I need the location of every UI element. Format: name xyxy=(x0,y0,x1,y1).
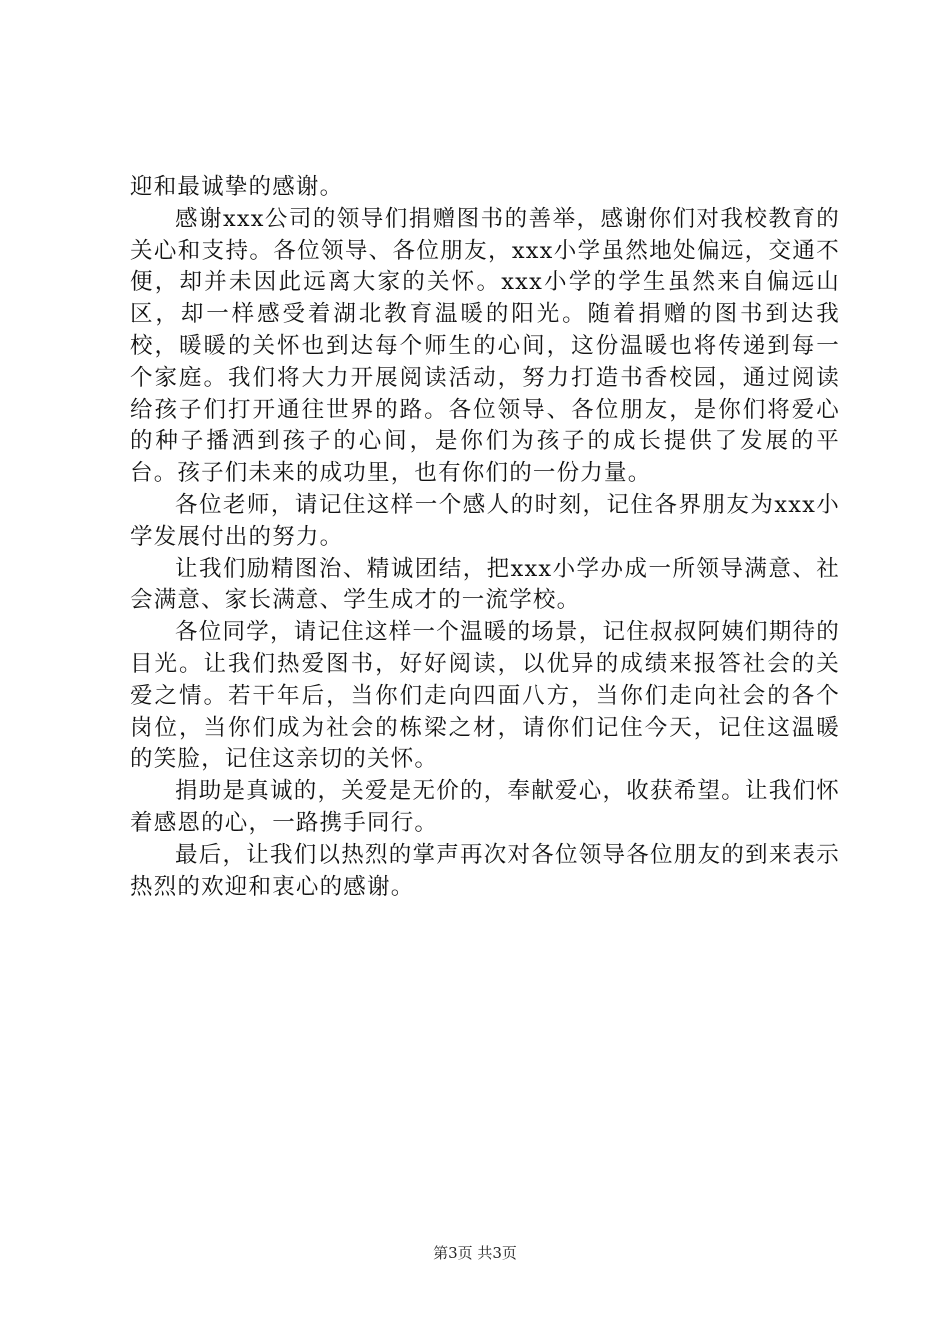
paragraph-closing: 最后，让我们以热烈的掌声再次对各位领导各位朋友的到来表示热烈的欢迎和衷心的感谢。 xyxy=(130,841,840,900)
document-body xyxy=(130,172,840,903)
paragraph-school-goal: 让我们励精图治、精诚团结，把xxx小学办成一所领导满意、社会满意、家长满意、学生成才的一流学校。 xyxy=(130,555,840,614)
paragraph-teachers: 各位老师，请记住这样一个感人的时刻，记住各界朋友为xxx小学发展付出的努力。 xyxy=(130,491,840,550)
paragraph-thanks-donation: 感谢xxx公司的领导们捐赠图书的善举，感谢你们对我校教育的关心和支持。各位领导、各位朋友，xxx小学虽然地处偏远，交通不便，却并未因此远离大家的关怀。xxx小学的学生虽然来自偏远山区，却一样感受着湖北教育温暖的阳光。随着捐赠的图书到达我校，暖暖的关怀也到达每个师生的心间，这份温暖也将传递到每一个家庭。我们将大力开展阅读活动，努力打造书香校园，通过阅读给孩子们打开通往世界的路。各位领导、各位朋友，是你们将爱心的种子播洒到孩子的心间，是你们为孩子的成长提供了发展的平台。孩子们未来的成功里，也有你们的一份力量。 xyxy=(130,205,840,487)
paragraph-gratitude: 捐助是真诚的，关爱是无价的，奉献爱心，收获希望。让我们怀着感恩的心，一路携手同行。 xyxy=(130,778,840,836)
page-number-footer: 第3页 共3页 xyxy=(433,1244,517,1262)
paragraph-continuation: 迎和最诚挚的感谢。 xyxy=(130,174,344,200)
paragraph-students: 各位同学，请记住这样一个温暖的场景，记住叔叔阿姨们期待的目光。让我们热爱图书，好好阅读，以优异的成绩来报答社会的关爱之情。若干年后，当你们走向四面八方，当你们走向社会的各个岗位，当你们成为社会的栋梁之材，请你们记住今天，记住这温暖的笑脸，记住这亲切的关怀。 xyxy=(130,619,840,773)
